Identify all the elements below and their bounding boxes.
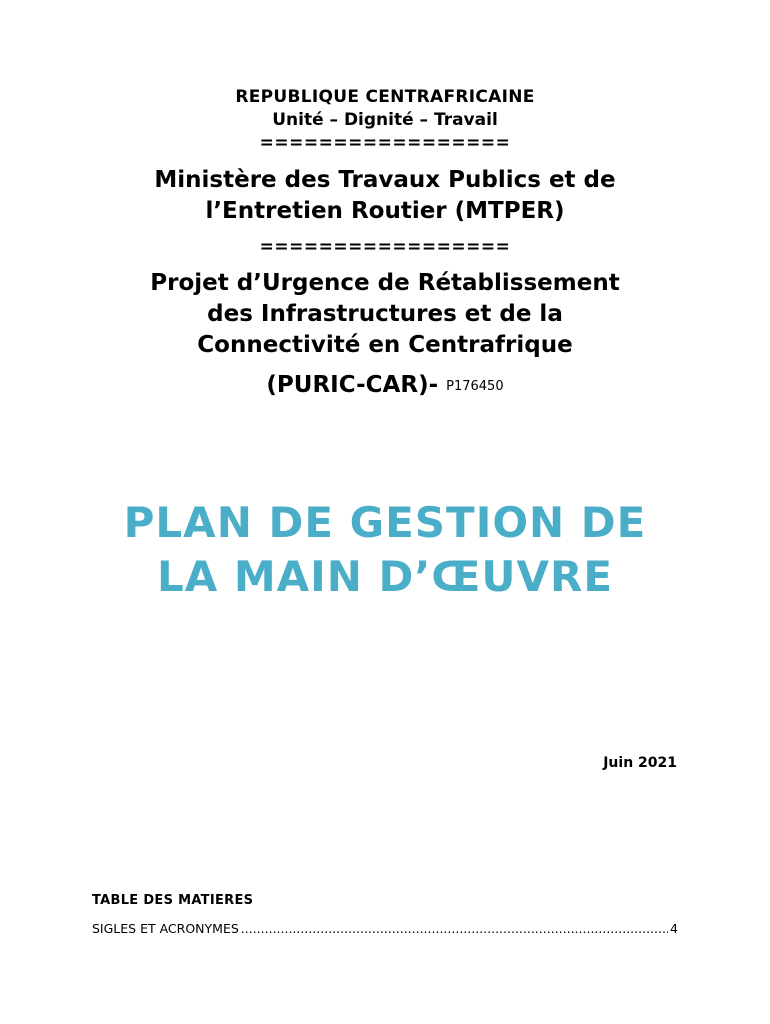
- separator-line: =================: [259, 133, 511, 153]
- project-line-2: des Infrastructures et de la: [207, 301, 563, 327]
- ministry-line-1: Ministère des Travaux Publics et de: [154, 167, 616, 193]
- ministry-line-2: l’Entretien Routier (MTPER): [205, 198, 565, 224]
- project-line-1: Projet d’Urgence de Rétablissement: [150, 270, 620, 296]
- document-date: Juin 2021: [603, 755, 677, 771]
- toc-entry-label: SIGLES ET ACRONYMES: [92, 921, 239, 936]
- country-name: REPUBLIQUE CENTRAFRICAINE: [235, 87, 535, 107]
- project-name: [0, 268, 770, 361]
- document-title-line-2: LA MAIN D’ŒUVRE: [156, 552, 614, 601]
- document-title-line-1: PLAN DE GESTION DE: [123, 498, 647, 547]
- national-motto: Unité – Dignité – Travail: [272, 110, 498, 130]
- project-acronym: (PURIC-CAR)-: [266, 372, 439, 398]
- toc-entry[interactable]: [92, 920, 678, 938]
- project-acronym-line: [0, 370, 770, 402]
- project-line-3: Connectivité en Centrafrique: [197, 332, 573, 358]
- document-title: [0, 496, 770, 604]
- project-code: P176450: [446, 379, 504, 394]
- toc-heading: TABLE DES MATIERES: [92, 893, 254, 908]
- toc-entry-page: 4: [670, 921, 678, 936]
- ministry-name: [0, 165, 770, 227]
- toc-leader-dots: [241, 920, 668, 938]
- separator-line: =================: [259, 237, 511, 257]
